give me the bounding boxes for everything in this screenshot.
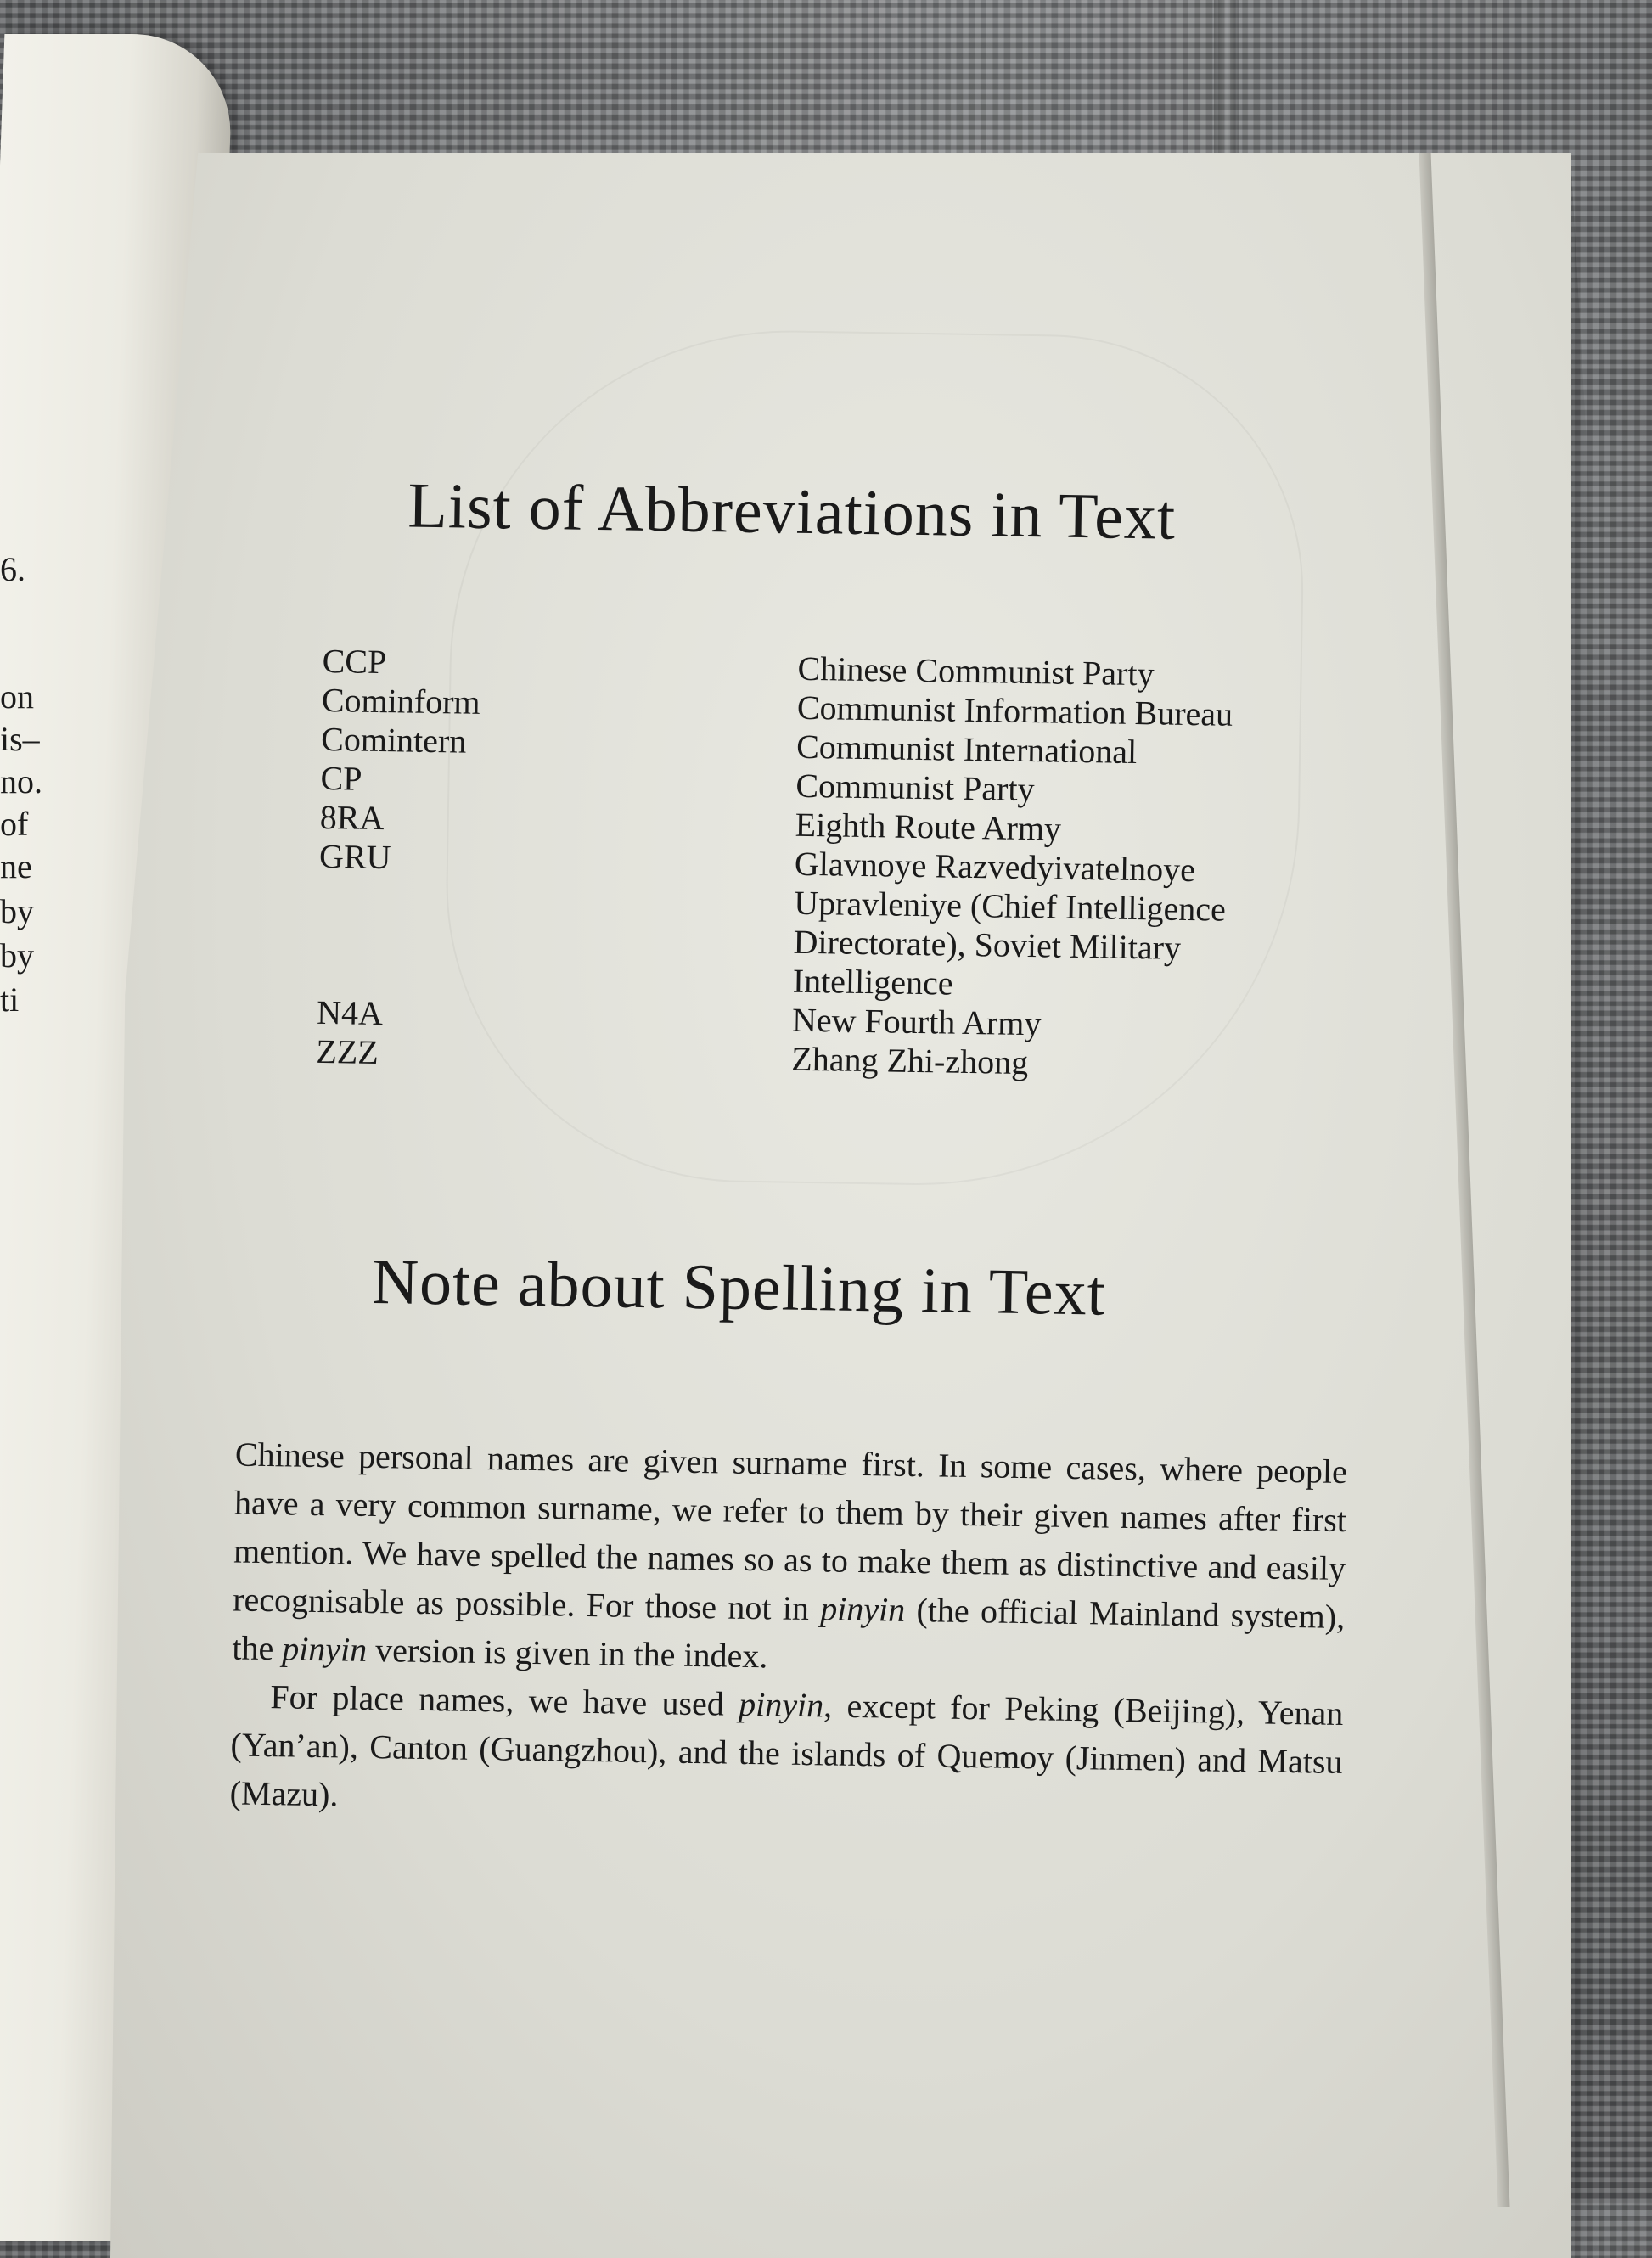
abbreviations-title: List of Abbreviations in Text	[407, 469, 1177, 553]
text-run: version is given in the index.	[366, 1630, 768, 1676]
abbreviation-definition: Chinese Communist Party	[797, 649, 1155, 694]
abbreviations-list	[316, 642, 1341, 1087]
abbreviation-code: Comintern	[320, 719, 467, 761]
left-page-line: of	[0, 805, 29, 843]
abbreviation-definition: New Fourth Army	[791, 1000, 1042, 1043]
abbreviation-code: CCP	[322, 641, 387, 682]
spelling-note-body	[229, 1430, 1347, 1834]
abbreviation-code: N4A	[316, 992, 384, 1033]
left-page-line: 6.	[0, 550, 25, 588]
spelling-note-paragraph	[232, 1430, 1347, 1689]
abbreviation-code: GRU	[318, 836, 391, 877]
abbreviation-code: 8RA	[319, 797, 385, 838]
left-page-line: by	[0, 936, 34, 975]
text-run: Chinese personal names are given surname first. In some cases, where people have a very common surname, we refer to them by their given names after first mention. We have spelled the names so as to make them as distinctive and easily recognisable as possible. For those not in	[232, 1435, 1348, 1628]
text-run: For place names, we have used	[270, 1677, 739, 1723]
abbreviation-definition: Communist International	[795, 727, 1138, 772]
abbreviation-code: Cominform	[321, 680, 480, 722]
spelling-note-paragraph	[229, 1671, 1344, 1834]
italic-term: pinyin	[819, 1589, 906, 1629]
left-page-line: ne	[0, 847, 32, 885]
left-page-line: no.	[0, 762, 42, 800]
abbreviation-definition: Communist Party	[795, 766, 1035, 809]
text-run: (the official Mainland system), the	[232, 1590, 1346, 1668]
text-run: , except for Peking (Beijing), Yenan (Yan’an), Canton (Guangzhou), and the islands of Quemoy (Jinmen) and Matsu (Mazu).	[229, 1686, 1344, 1814]
left-page-line: ti	[0, 980, 20, 1019]
abbreviation-definition: Glavnoye Razvedyivatelnoye Upravleniye (Chief Intelligence Directorate), Soviet Military Intelligence	[792, 844, 1227, 1003]
abbreviation-row	[317, 837, 1339, 1009]
abbreviation-definition: Communist Information Bureau	[796, 688, 1233, 733]
abbreviation-definition: Eighth Route Army	[795, 805, 1062, 848]
left-page-line: is–	[0, 720, 40, 758]
abbreviation-code: ZZZ	[316, 1031, 379, 1072]
abbreviation-definition: Zhang Zhi-zhong	[791, 1039, 1029, 1082]
italic-term: pinyin	[738, 1684, 824, 1725]
left-page-line: on	[0, 677, 34, 716]
left-page-line: by	[0, 892, 34, 930]
italic-term: pinyin	[281, 1629, 368, 1669]
abbreviation-code: CP	[320, 758, 362, 798]
spelling-note-title: Note about Spelling in Text	[371, 1245, 1107, 1329]
